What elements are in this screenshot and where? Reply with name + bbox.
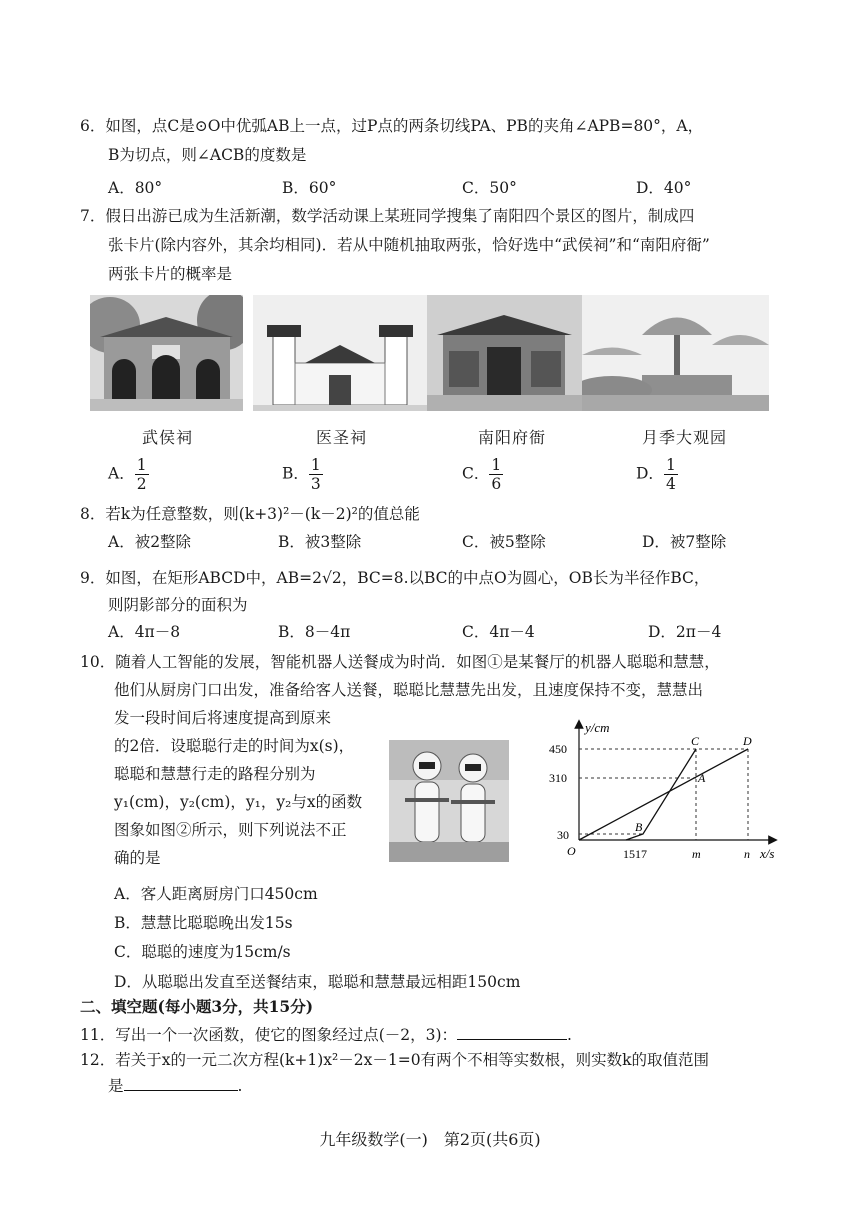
point-d: D xyxy=(743,734,752,748)
function-graph xyxy=(545,718,785,866)
q9-option-c: C．4π－4 xyxy=(462,623,535,641)
origin-label: O xyxy=(567,844,576,858)
section-2-heading: 二、填空题(每小题3分，共15分) xyxy=(80,997,314,1016)
q6-line1: 6．如图，点C是⊙O中优弧AB上一点，过P点的两条切线PA、PB的夹角∠APB=80°，A， xyxy=(80,117,704,135)
line-y1 xyxy=(579,749,748,840)
q10-option-d: D．从聪聪出发直至送餐结束，聪聪和慧慧最远相距150cm xyxy=(114,973,521,991)
x-axis-label: x/s xyxy=(760,846,775,861)
q10-line4: 的2倍．设聪聪行走的时间为x(s)， xyxy=(114,737,355,755)
tick-1517: 1517 xyxy=(623,847,647,861)
fraction: $\frac{1}{2}$ xyxy=(136,456,147,493)
q8-option-c: C．被5整除 xyxy=(462,533,546,551)
q10-line1: 10．随着人工智能的发展，智能机器人送餐成为时尚．如图①是某餐厅的机器人聪聪和慧慧， xyxy=(80,653,720,671)
caption-yishengci: 医圣祠 xyxy=(316,428,368,447)
q10-line8: 确的是 xyxy=(114,849,161,867)
yuejidaguanyuan-photo xyxy=(582,295,769,411)
tick-310: 310 xyxy=(549,771,567,785)
q6-option-c: C．50° xyxy=(462,179,517,197)
q10-line3: 发一段时间后将速度提高到原来 xyxy=(114,709,332,727)
q7-line3: 两张卡片的概率是 xyxy=(108,265,233,283)
q10-option-b: B．慧慧比聪聪晚出发15s xyxy=(114,914,293,932)
tick-450: 450 xyxy=(549,742,567,756)
q6-option-b: B．60° xyxy=(282,179,337,197)
wuhouci-photo xyxy=(90,295,243,411)
q8-line1: 8．若k为任意整数，则(k+3)²－(k－2)²的值总能 xyxy=(80,505,420,523)
caption-wuhouci: 武侯祠 xyxy=(142,428,194,447)
fraction: $\frac{1}{6}$ xyxy=(491,456,502,493)
q10-option-c: C．聪聪的速度为15cm/s xyxy=(114,943,291,961)
q8-option-b: B．被3整除 xyxy=(278,533,362,551)
tick-m: m xyxy=(692,847,701,861)
q7-line1: 7．假日出游已成为生活新潮，数学活动课上某班同学搜集了南阳四个景区的图片，制成四 xyxy=(80,207,695,225)
nanyangfuya-photo xyxy=(427,295,582,411)
q9-option-b: B．8－4π xyxy=(278,623,351,641)
q7-option-d: D． $\frac{1}{4}$ xyxy=(636,456,676,493)
robots-photo xyxy=(389,740,509,862)
q10-line2: 他们从厨房门口出发，准备给客人送餐，聪聪比慧慧先出发，且速度保持不变，慧慧出 xyxy=(114,681,704,699)
caption-yuejidaguanyuan: 月季大观园 xyxy=(642,428,728,447)
q7-option-b: B． $\frac{1}{3}$ xyxy=(282,456,321,493)
point-c: C xyxy=(691,734,700,748)
q8-option-d: D．被7整除 xyxy=(642,533,727,551)
q12-line2: 是 . xyxy=(108,1072,242,1100)
q6-line2: B为切点，则∠ACB的度数是 xyxy=(108,146,307,164)
q10-option-a: A．客人距离厨房门口450cm xyxy=(114,885,318,903)
q9-option-d: D．2π－4 xyxy=(648,623,722,641)
q11-line: 11．写出一个一次函数，使它的图象经过点(－2，3)： . xyxy=(80,1021,572,1049)
q12-answer-blank[interactable] xyxy=(124,1074,238,1091)
q7-option-a: A． $\frac{1}{2}$ xyxy=(108,456,147,493)
tick-n: n xyxy=(744,847,750,861)
q7-line2: 张卡片(除内容外，其余均相同)．若从中随机抽取两张，恰好选中“武侯祠”和“南阳府衙” xyxy=(108,236,710,254)
y-axis-label: y/cm xyxy=(585,720,610,735)
point-a: A xyxy=(698,771,706,785)
q8-option-a: A．被2整除 xyxy=(108,533,192,551)
q6-option-a: A．80° xyxy=(108,179,163,197)
q9-option-a: A．4π－8 xyxy=(108,623,181,641)
q7-option-c: C． $\frac{1}{6}$ xyxy=(462,456,502,493)
fraction: $\frac{1}{3}$ xyxy=(310,456,321,493)
q9-line1: 9．如图，在矩形ABCD中，AB=2√2，BC=8.以BC的中点O为圆心，OB长为半径作BC， xyxy=(80,569,710,587)
fraction: $\frac{1}{4}$ xyxy=(665,456,676,493)
q10-line6: y₁(cm)，y₂(cm)，y₁，y₂与x的函数 xyxy=(114,793,363,811)
q9-line2: 则阴影部分的面积为 xyxy=(108,596,248,614)
q6-option-d: D．40° xyxy=(636,179,692,197)
q10-line5: 聪聪和慧慧行走的路程分别为 xyxy=(114,765,316,783)
page-footer: 九年级数学(一) 第2页(共6页) xyxy=(319,1130,541,1149)
tick-30: 30 xyxy=(557,828,569,842)
q12-line1: 12．若关于x的一元二次方程(k+1)x²－2x－1=0有两个不相等实数根，则实数k的取值范围 xyxy=(80,1051,709,1069)
q11-answer-blank[interactable] xyxy=(457,1023,567,1040)
yishengci-photo xyxy=(253,295,427,411)
point-b: B xyxy=(635,820,643,834)
caption-nanyangfuya: 南阳府衙 xyxy=(478,428,547,447)
q10-line7: 图象如图②所示，则下列说法不正 xyxy=(114,821,347,839)
